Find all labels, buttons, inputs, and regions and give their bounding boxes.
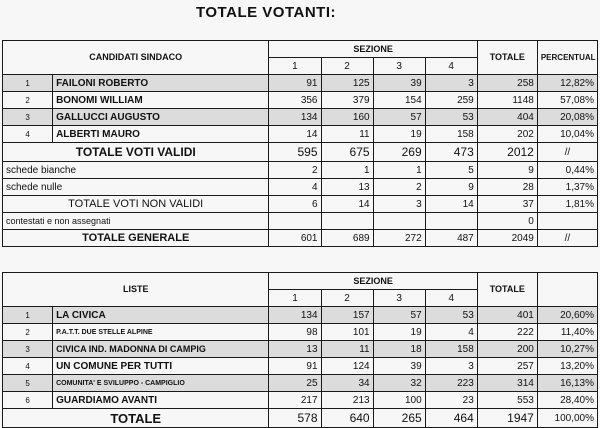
liste-totale-row (3, 409, 598, 428)
row-number: 5 (3, 375, 53, 392)
cell-s1: 217 (269, 392, 321, 409)
cell-totale: 258 (477, 75, 537, 92)
cell-s2: 125 (321, 75, 373, 92)
list-name: UN COMUNE PER TUTTI (53, 358, 269, 375)
cell-s4: 158 (425, 126, 477, 143)
cell-totale: 257 (477, 358, 537, 375)
cell-s4: 3 (425, 358, 477, 375)
candidate-name: ALBERTI MAURO (53, 126, 269, 143)
cell-totale: 314 (477, 375, 537, 392)
cell-s3: 100 (373, 392, 425, 409)
schede-bianche-row (3, 162, 598, 179)
cell-s1: 601 (269, 230, 321, 247)
cell-totale: 404 (477, 109, 537, 126)
cell-s1: 4 (269, 179, 321, 196)
table-row (3, 375, 598, 392)
cell-s2: 379 (321, 92, 373, 109)
cell-s1: 356 (269, 92, 321, 109)
cell-totale: 401 (477, 307, 537, 324)
cell-s1: 13 (269, 341, 321, 358)
cell-s3: 19 (373, 324, 425, 341)
cell-s3: 39 (373, 75, 425, 92)
cell-percentuale: 1,81% (537, 196, 597, 213)
table-row (3, 392, 598, 409)
cell-totale: 200 (477, 341, 537, 358)
cell-totale: 0 (477, 213, 537, 230)
cell-percentuale: // (537, 143, 597, 162)
cell-s4: 9 (425, 179, 477, 196)
cell-s4: 223 (425, 375, 477, 392)
list-name: GUARDIAMO AVANTI (53, 392, 269, 409)
cell-s2: 1 (321, 162, 373, 179)
cell-totale: 9 (477, 162, 537, 179)
cell-s1: 2 (269, 162, 321, 179)
cell-percentuale: 100,00% (537, 409, 597, 428)
header-sezione-1: 1 (269, 290, 321, 307)
cell-s3 (373, 213, 425, 230)
cell-percentuale: 13,20% (537, 358, 597, 375)
cell-s4: 53 (425, 109, 477, 126)
list-name: P.A.T.T. DUE STELLE ALPINE (53, 324, 269, 341)
cell-percentuale: 10,04% (537, 126, 597, 143)
voti-validi-row (3, 143, 598, 162)
schede-bianche-label: schede bianche (3, 162, 269, 179)
cell-s1: 6 (269, 196, 321, 213)
cell-s3: 154 (373, 92, 425, 109)
cell-percentuale: 16,13% (537, 375, 597, 392)
cell-totale: 2012 (477, 143, 537, 162)
cell-percentuale: 28,40% (537, 392, 597, 409)
header-sezione-3: 3 (373, 290, 425, 307)
cell-percentuale: 0,44% (537, 162, 597, 179)
header-percentuale: PERCENTUAL (537, 41, 597, 75)
cell-s3: 2 (373, 179, 425, 196)
cell-s3: 32 (373, 375, 425, 392)
row-number: 2 (3, 324, 53, 341)
cell-s1: 578 (269, 409, 321, 428)
cell-totale: 222 (477, 324, 537, 341)
cell-s2: 640 (321, 409, 373, 428)
row-number: 6 (3, 392, 53, 409)
header-totale: TOTALE (477, 273, 537, 307)
cell-s4: 487 (425, 230, 477, 247)
header-sezione-4: 4 (425, 290, 477, 307)
header-sezione-1: 1 (269, 58, 321, 75)
table-row (3, 126, 598, 143)
cell-s4: 14 (425, 196, 477, 213)
cell-s4: 4 (425, 324, 477, 341)
table-header-row (3, 273, 598, 290)
totale-generale-row (3, 230, 598, 247)
cell-s3: 265 (373, 409, 425, 428)
cell-s3: 39 (373, 358, 425, 375)
voti-non-validi-label: TOTALE VOTI NON VALIDI (3, 196, 269, 213)
table-row (3, 341, 598, 358)
header-sezione-3: 3 (373, 58, 425, 75)
cell-s3: 57 (373, 109, 425, 126)
table-row (3, 75, 598, 92)
cell-s4: 23 (425, 392, 477, 409)
totale-generale-label: TOTALE GENERALE (3, 230, 269, 247)
cell-s2: 675 (321, 143, 373, 162)
cell-s2: 213 (321, 392, 373, 409)
schede-nulle-row (3, 179, 598, 196)
cell-s4: 259 (425, 92, 477, 109)
cell-s3: 19 (373, 126, 425, 143)
cell-s2: 13 (321, 179, 373, 196)
candidate-name: GALLUCCI AUGUSTO (53, 109, 269, 126)
header-liste: LISTE (3, 273, 269, 307)
cell-s1 (269, 213, 321, 230)
cell-s1: 134 (269, 307, 321, 324)
row-number: 4 (3, 358, 53, 375)
header-candidati: CANDIDATI SINDACO (3, 41, 269, 75)
cell-s3: 272 (373, 230, 425, 247)
header-percentuale (537, 273, 597, 307)
cell-s2: 160 (321, 109, 373, 126)
list-name: CIVICA IND. MADONNA DI CAMPIG (53, 341, 269, 358)
cell-totale: 553 (477, 392, 537, 409)
cell-s2 (321, 213, 373, 230)
cell-s4: 464 (425, 409, 477, 428)
cell-percentuale: 12,82% (537, 75, 597, 92)
cell-s2: 11 (321, 126, 373, 143)
header-totale: TOTALE (477, 41, 537, 75)
table-header-row (3, 41, 598, 58)
cell-totale: 1947 (477, 409, 537, 428)
cell-percentuale: 11,40% (537, 324, 597, 341)
cell-s1: 14 (269, 126, 321, 143)
cell-percentuale (537, 213, 597, 230)
row-number: 1 (3, 75, 53, 92)
contestati-row (3, 213, 598, 230)
header-sezione-2: 2 (321, 58, 373, 75)
header-sezione: SEZIONE (269, 41, 477, 58)
cell-s1: 595 (269, 143, 321, 162)
row-number: 3 (3, 341, 53, 358)
cell-s3: 269 (373, 143, 425, 162)
cell-s1: 98 (269, 324, 321, 341)
cell-totale: 202 (477, 126, 537, 143)
cell-totale: 37 (477, 196, 537, 213)
cell-s3: 18 (373, 341, 425, 358)
liste-totale-label: TOTALE (3, 409, 269, 428)
candidate-name: BONOMI WILLIAM (53, 92, 269, 109)
voti-validi-label: TOTALE VOTI VALIDI (3, 143, 269, 162)
contestati-label: contestati e non assegnati (3, 213, 269, 230)
table-row (3, 109, 598, 126)
cell-s3: 57 (373, 307, 425, 324)
cell-s2: 14 (321, 196, 373, 213)
table-row (3, 358, 598, 375)
list-name: LA CIVICA (53, 307, 269, 324)
cell-s1: 91 (269, 75, 321, 92)
cell-percentuale: // (537, 230, 597, 247)
cell-percentuale: 20,60% (537, 307, 597, 324)
liste-results-table (2, 272, 598, 428)
header-sezione-4: 4 (425, 58, 477, 75)
cell-s1: 25 (269, 375, 321, 392)
list-name: COMUNITA' E SVILUPPO - CAMPIGLIO (53, 375, 269, 392)
cell-s3: 3 (373, 196, 425, 213)
cell-s1: 134 (269, 109, 321, 126)
cell-s2: 689 (321, 230, 373, 247)
cell-percentuale: 10,27% (537, 341, 597, 358)
header-sezione: SEZIONE (269, 273, 477, 290)
cell-s3: 1 (373, 162, 425, 179)
cell-totale: 28 (477, 179, 537, 196)
table-row (3, 324, 598, 341)
cell-percentuale: 57,08% (537, 92, 597, 109)
cell-percentuale: 1,37% (537, 179, 597, 196)
voti-non-validi-row (3, 196, 598, 213)
cell-s1: 91 (269, 358, 321, 375)
cell-s2: 101 (321, 324, 373, 341)
row-number: 2 (3, 92, 53, 109)
cell-s4 (425, 213, 477, 230)
cell-s4: 53 (425, 307, 477, 324)
table-row (3, 307, 598, 324)
row-number: 1 (3, 307, 53, 324)
cell-s4: 158 (425, 341, 477, 358)
table-row (3, 92, 598, 109)
row-number: 4 (3, 126, 53, 143)
cell-s2: 34 (321, 375, 373, 392)
header-sezione-2: 2 (321, 290, 373, 307)
cell-s4: 473 (425, 143, 477, 162)
row-number: 3 (3, 109, 53, 126)
page-title: TOTALE VOTANTI: (196, 4, 336, 21)
sindaco-results-table (2, 40, 598, 247)
candidate-name: FAILONI ROBERTO (53, 75, 269, 92)
cell-totale: 1148 (477, 92, 537, 109)
cell-s2: 157 (321, 307, 373, 324)
cell-totale: 2049 (477, 230, 537, 247)
schede-nulle-label: schede nulle (3, 179, 269, 196)
cell-s2: 124 (321, 358, 373, 375)
cell-s2: 11 (321, 341, 373, 358)
cell-percentuale: 20,08% (537, 109, 597, 126)
cell-s4: 3 (425, 75, 477, 92)
cell-s4: 5 (425, 162, 477, 179)
